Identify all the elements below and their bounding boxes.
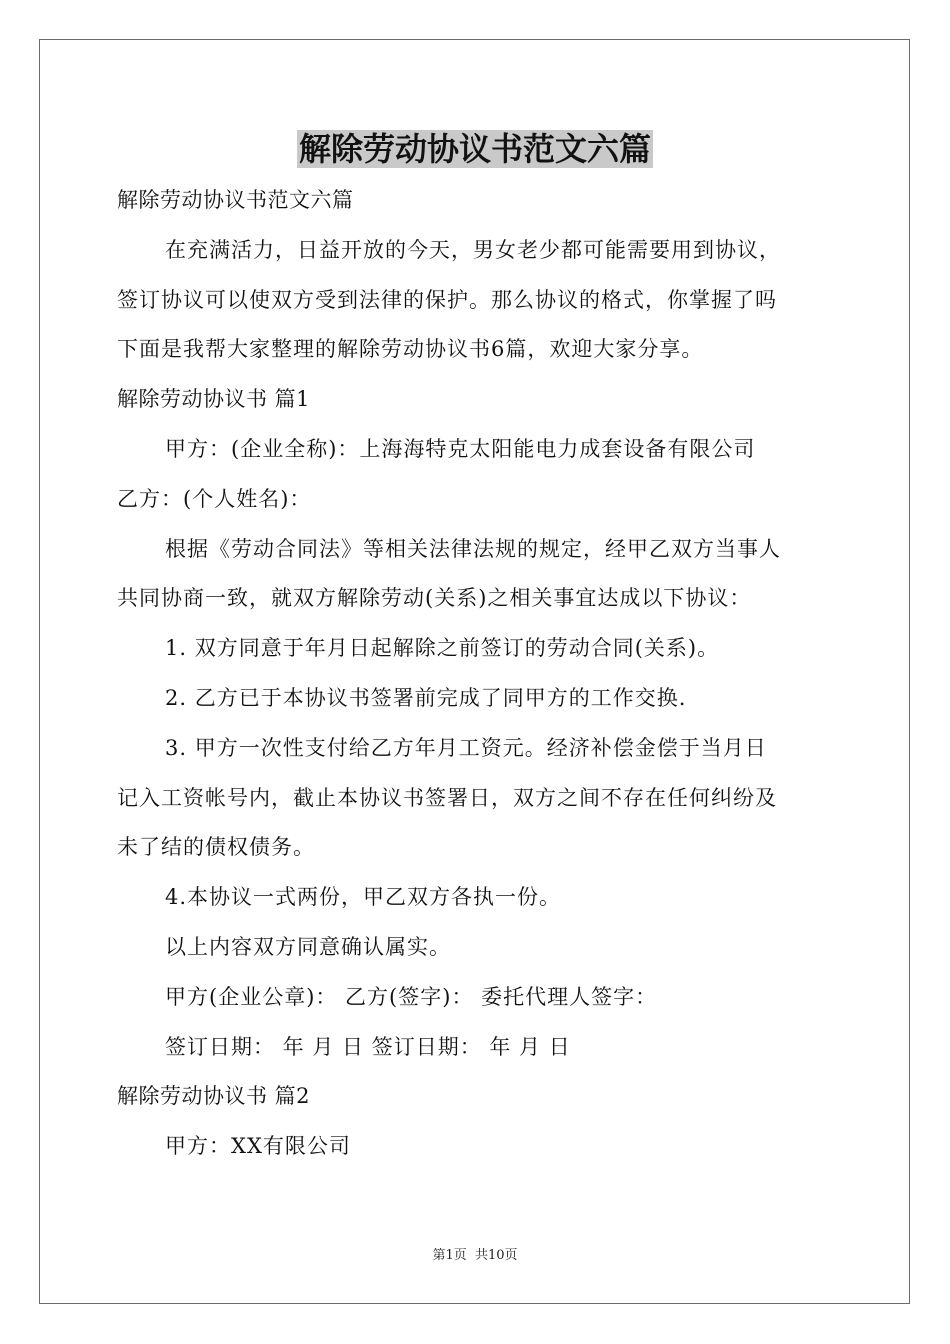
party-a-line: 甲方：XX有限公司	[165, 1134, 351, 1159]
intro-paragraph-line: 签订协议可以使双方受到法律的保护。那么协议的格式，你掌握了吗	[117, 287, 777, 312]
signature-line: 甲方(企业公章)： 乙方(签字)： 委托代理人签字：	[165, 984, 658, 1009]
document-title	[0, 127, 950, 171]
page-footer: 第1页 共10页	[432, 1248, 518, 1263]
document-title-text: 解除劳动协议书范文六篇	[298, 130, 651, 168]
agreement-paragraph-line: 共同协商一致，就双方解除劳动(关系)之相关事宜达成以下协议：	[117, 586, 752, 611]
clause-2: 2. 乙方已于本协议书签署前完成了同甲方的工作交换.	[165, 685, 687, 710]
clause-3-continued: 未了结的债权债务。	[117, 835, 315, 860]
clause-3-continued: 记入工资帐号内，截止本协议书签署日，双方之间不存在任何纠纷及	[117, 785, 777, 810]
intro-paragraph-line: 在充满活力，日益开放的今天，男女老少都可能需要用到协议，	[165, 237, 781, 262]
section-heading-1: 解除劳动协议书 篇1	[117, 387, 311, 412]
agreement-paragraph-line: 根据《劳动合同法》等相关法律法规的规定，经甲乙双方当事人	[165, 536, 781, 561]
clause-4: 4.本协议一式两份，甲乙双方各执一份。	[165, 885, 562, 910]
party-b-line: 乙方：(个人姓名)：	[117, 486, 312, 511]
clause-1: 1. 双方同意于年月日起解除之前签订的劳动合同(关系)。	[165, 636, 720, 661]
document-body	[117, 176, 839, 1172]
signing-date-line: 签订日期： 年 月 日 签订日期： 年 月 日	[165, 1034, 571, 1059]
party-a-line: 甲方：(企业全称)：上海海特克太阳能电力成套设备有限公司	[165, 436, 756, 461]
clause-3: 3. 甲方一次性支付给乙方年月工资元。经济补偿金偿于当月日	[165, 735, 767, 760]
confirmation-line: 以上内容双方同意确认属实。	[165, 934, 451, 959]
intro-heading: 解除劳动协议书范文六篇	[117, 188, 354, 212]
intro-paragraph-line: 下面是我帮大家整理的解除劳动协议书6篇，欢迎大家分享。	[117, 337, 704, 362]
section-heading-2: 解除劳动协议书 篇2	[117, 1084, 311, 1109]
